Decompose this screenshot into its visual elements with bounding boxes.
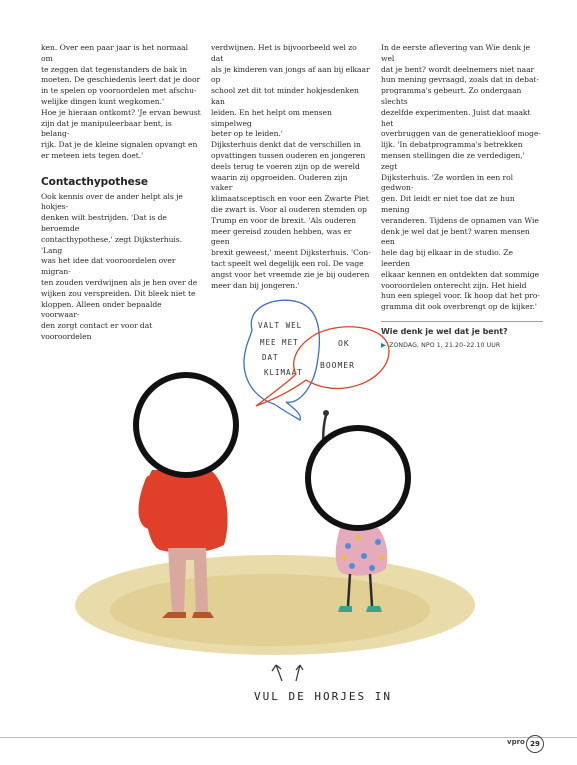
brand-logo: vpro xyxy=(507,738,525,746)
bubble-text-line: BOOMER xyxy=(320,361,355,370)
article-paragraph: verdwijnen. Het is bijvoorbeeld wel zo dat als je kinderen van jongs af aan bij elkaar op school zet dit tot minder hokjesdenken kan leiden. En het helpt om mensen simpelweg beter op te leiden.' Dijksterhuis denkt dat de verschillen in opvattingen tussen ouderen en jongeren deels terug te voeren zijn op de wereld waarin zij opgroeiden. Ouderen zijn vaker klimaatsceptisch en voor een Zwarte Piet die zwart is. Voor al ouderen stemden op Trump en voor de brexit. 'Als ouderen meer gereisd zouden hebben, was er geen brexit geweest,' meent Dijksterhuis. 'Con- tact speelt wel degelijk een rol. De vage angst voor het vreemde zie je bij ouderen meer dan bij jongeren.' xyxy=(211,43,371,290)
speech-bubble-blue xyxy=(244,300,319,420)
footer-divider xyxy=(0,737,577,738)
article-paragraph: Ook kennis over de ander helpt als je hokjes- denken wilt bestrijden. 'Dat is de beroemde contacthypothese,' zegt Dijksterhuis. 'Lang was het idee dat vooroordelen over migran- ten zouden verdwijnen als je hen over de wijken zou verspreiden. Dit bleek niet te kloppen. Alleen onder bepaalde voorwaar- den zorgt contact er voor dat vooroordelen xyxy=(41,191,198,341)
person-right-dress xyxy=(336,528,388,576)
person-right-head-circle xyxy=(308,428,408,528)
bubble-text-line: DAT xyxy=(262,353,279,362)
bubble-text-line: MEE MET xyxy=(260,338,299,347)
infobox-schedule: ZONDAG, NPO 1, 21.20–22.10 UUR xyxy=(389,341,501,349)
person-right-shoe xyxy=(366,606,382,612)
person-left-head-circle xyxy=(136,375,236,475)
handwritten-caption: VUL DE HORJES IN xyxy=(254,690,392,703)
bubble-text-line: OK xyxy=(338,339,350,348)
subheading: Contacthypothese xyxy=(41,175,148,188)
illustration xyxy=(0,290,577,720)
arrow-up-right xyxy=(296,665,303,681)
bubble-text-line: KLIMAAT xyxy=(264,368,303,377)
column-2 xyxy=(211,43,371,291)
person-right-shoe xyxy=(338,606,352,612)
play-triangle-icon: ▶ xyxy=(381,340,387,349)
bubble-text-line: VALT WEL xyxy=(258,321,303,330)
article-paragraph: ken. Over een paar jaar is het normaal om te zeggen dat tegenstanders de bak in moeten. De geschiedenis leert dat je door in te spelen op vooroordelen met afschu- welijke dingen kunt wegkomen.' Hoe je hieraan ontkomt? 'Je ervan bewust zijn dat je manipuleerbaar bent, is belang- rijk. Dat je de kleine signalen opvangt en er meteen iets tegen doet.' xyxy=(41,43,201,160)
infobox-title: Wie denk je wel dat je bent? xyxy=(381,326,508,336)
person-left-torso xyxy=(145,470,227,553)
arrow-up-left xyxy=(272,665,282,681)
article-paragraph: In de eerste aflevering van Wie denk je wel dat je bent? wordt deelnemers niet naar hun mening gevraagd, zoals dat in debat- programma's gebeurt. Zo ondergaan slechts dezelfde experimenten. Juist dat maakt het overbruggen van de generatiekloof moge- lijk. 'In debatprogramma's betrekken mensen stellingen die ze verdedigen,' zegt Dijksterhuis. 'Ze worden in een rol gedwon- gen. Dit leidt er niet toe dat ze hun mening veranderen. Tijdens de opnamen van Wie denk je wel dat je bent? waren mensen een hele dag bij elkaar in de studio. Ze leerden elkaar kennen en ontdekten dat sommige vooroordelen onterecht zijn. Het hield hun een spiegel voor. Ik hoop dat het pro- gramma dit ook overbrengt op de kijker.' xyxy=(381,43,541,312)
page-number: 29 xyxy=(526,735,544,753)
